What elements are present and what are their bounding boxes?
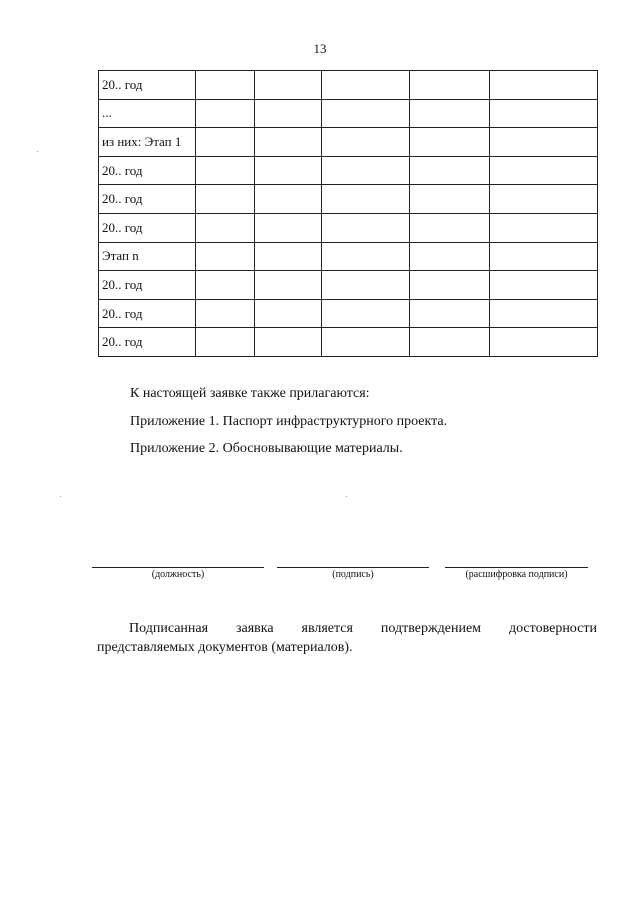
row-label: 20.. год <box>99 299 196 328</box>
empty-cell <box>196 99 255 128</box>
attachments-intro: К настоящей заявке также прилагаются: <box>130 386 370 401</box>
empty-cell <box>490 271 598 300</box>
empty-cell <box>322 299 410 328</box>
empty-cell <box>410 299 490 328</box>
empty-cell <box>410 242 490 271</box>
empty-cell <box>255 99 322 128</box>
empty-cell <box>322 99 410 128</box>
closing-word: подтверждением <box>380 621 482 636</box>
closing-word: является <box>301 621 353 636</box>
empty-cell <box>196 328 255 357</box>
empty-cell <box>322 156 410 185</box>
signature-label: (подпись) <box>332 569 374 580</box>
closing-line-1 <box>97 619 597 638</box>
closing-word: заявка <box>235 621 274 636</box>
table-row <box>99 213 598 242</box>
empty-cell <box>255 271 322 300</box>
empty-cell <box>490 99 598 128</box>
row-label: 20.. год <box>99 213 196 242</box>
row-label: 20.. год <box>99 328 196 357</box>
table-row <box>99 242 598 271</box>
position-label: (должность) <box>151 569 205 580</box>
empty-cell <box>490 156 598 185</box>
page-number: 13 <box>313 41 327 56</box>
empty-cell <box>322 71 410 100</box>
row-label: 20.. год <box>99 185 196 214</box>
table-row <box>99 185 598 214</box>
empty-cell <box>196 185 255 214</box>
empty-cell <box>410 71 490 100</box>
empty-cell <box>410 128 490 157</box>
empty-cell <box>322 328 410 357</box>
empty-cell <box>322 128 410 157</box>
closing-line-2: представляемых документов (материалов). <box>97 640 353 655</box>
empty-cell <box>255 242 322 271</box>
empty-cell <box>322 213 410 242</box>
transcript-line <box>445 567 588 568</box>
empty-cell <box>490 299 598 328</box>
attachment-1: Приложение 1. Паспорт инфраструктурного проекта. <box>130 414 448 429</box>
empty-cell <box>490 185 598 214</box>
empty-cell <box>255 71 322 100</box>
table-row <box>99 71 598 100</box>
empty-cell <box>410 156 490 185</box>
empty-cell <box>410 213 490 242</box>
row-label: ... <box>99 99 196 128</box>
empty-cell <box>490 328 598 357</box>
empty-cell <box>255 156 322 185</box>
empty-cell <box>410 185 490 214</box>
empty-cell <box>322 271 410 300</box>
table-row <box>99 271 598 300</box>
empty-cell <box>196 271 255 300</box>
empty-cell <box>196 213 255 242</box>
empty-cell <box>196 242 255 271</box>
closing-word: Подписанная <box>129 621 209 636</box>
table-row <box>99 299 598 328</box>
scan-speck <box>60 496 61 497</box>
closing-word: достоверности <box>508 621 597 636</box>
signature-line <box>277 567 429 568</box>
row-label: 20.. год <box>99 71 196 100</box>
empty-cell <box>490 242 598 271</box>
position-line <box>92 567 264 568</box>
empty-cell <box>196 156 255 185</box>
row-label: 20.. год <box>99 156 196 185</box>
empty-cell <box>322 242 410 271</box>
row-label: 20.. год <box>99 271 196 300</box>
empty-cell <box>255 128 322 157</box>
empty-cell <box>490 71 598 100</box>
empty-cell <box>490 128 598 157</box>
empty-cell <box>255 213 322 242</box>
empty-cell <box>196 299 255 328</box>
empty-cell <box>410 328 490 357</box>
empty-cell <box>196 71 255 100</box>
data-table <box>98 70 598 357</box>
attachment-2: Приложение 2. Обосновывающие материалы. <box>130 441 403 456</box>
table-row <box>99 128 598 157</box>
table-row <box>99 99 598 128</box>
empty-cell <box>255 328 322 357</box>
transcript-label: (расшифровка подписи) <box>465 569 568 580</box>
empty-cell <box>410 271 490 300</box>
empty-cell <box>255 299 322 328</box>
table-row <box>99 156 598 185</box>
row-label: из них: Этап 1 <box>99 128 196 157</box>
row-label: Этап n <box>99 242 196 271</box>
empty-cell <box>490 213 598 242</box>
empty-cell <box>322 185 410 214</box>
closing-paragraph <box>97 619 597 657</box>
empty-cell <box>410 99 490 128</box>
empty-cell <box>196 128 255 157</box>
scan-speck <box>37 151 38 152</box>
empty-cell <box>255 185 322 214</box>
table-row <box>99 328 598 357</box>
scan-speck <box>346 496 347 497</box>
